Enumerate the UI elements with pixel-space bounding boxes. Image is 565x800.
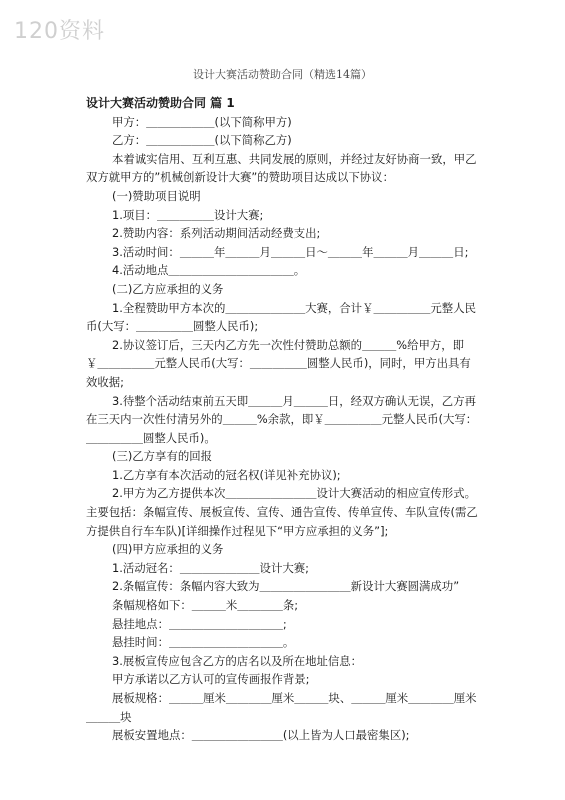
paragraph: 乙方：＿＿＿＿＿＿(以下简称乙方) xyxy=(112,133,292,148)
document-title: 设计大赛活动赞助合同（精选14篇） xyxy=(193,68,372,81)
paragraph: 悬挂地点：＿＿＿＿＿＿＿＿＿＿; xyxy=(112,616,287,631)
paragraph: 本着诚实信用、互利互惠、共同发展的原则，并经过友好协商一致，甲乙双方就甲方的”机械创新设计大赛”的赞助项目达成以下协议： xyxy=(86,151,477,185)
watermark: 120资料 xyxy=(14,19,105,44)
paragraph: 2.条幅宣传：条幅内容大致为＿＿＿＿＿＿＿＿新设计大赛圆满成功” xyxy=(112,579,460,594)
paragraph: 1.乙方享有本次活动的冠名权(详见补充协议); xyxy=(112,467,341,482)
paragraph: 1.全程赞助甲方本次的＿＿＿＿＿＿＿大赛，合计￥＿＿＿＿＿元整人民币(大写：＿＿＿＿＿圆整人民币); xyxy=(86,300,476,334)
document-body xyxy=(86,94,480,745)
paragraph: 条幅规格如下：＿＿＿米＿＿＿＿条; xyxy=(112,598,299,613)
paragraph: 展板规格：＿＿＿厘米＿＿＿＿厘米＿＿＿块、＿＿＿厘米＿＿＿＿厘米＿＿＿块 xyxy=(86,691,477,724)
paragraph: 甲方：＿＿＿＿＿＿(以下简称甲方) xyxy=(112,114,292,129)
paragraph: 2.协议签订后，三天内乙方先一次性付赞助总额的＿＿＿%给甲方，即￥＿＿＿＿＿元整人民币(大写：＿＿＿＿＿圆整人民币)，同时，甲方出具有效收据; xyxy=(86,337,471,389)
paragraph: (四)甲方应承担的义务 xyxy=(112,542,224,557)
paragraph: 4.活动地点＿＿＿＿＿＿＿＿＿＿＿。 xyxy=(112,263,306,278)
paragraph: 2.甲方为乙方提供本次＿＿＿＿＿＿＿＿设计大赛活动的相应宣传形式。主要包括：条幅宣传、展板宣传、宣传、通告宣传、传单宣传、车队宣传(需乙方提供自行车车队)[详细操作过程见下“甲方应承担的义务”]; xyxy=(86,486,478,538)
paragraph: 3.活动时间：＿＿＿年＿＿＿月＿＿＿日～＿＿＿年＿＿＿月＿＿＿日; xyxy=(112,244,469,259)
paragraph: 1.项目：＿＿＿＿＿设计大赛; xyxy=(112,207,264,222)
paragraph-list xyxy=(86,113,480,745)
paragraph: 2.赞助内容：系列活动期间活动经费支出; xyxy=(112,226,321,241)
paragraph: (一)赞助项目说明 xyxy=(112,188,201,203)
paragraph: 甲方承诺以乙方认可的宣传画报作背景; xyxy=(112,672,310,687)
paragraph: (二)乙方应承担的义务 xyxy=(112,281,224,296)
paragraph: (三)乙方享有的回报 xyxy=(112,449,213,464)
section-heading: 设计大赛活动赞助合同 篇 1 xyxy=(86,96,235,110)
paragraph: 悬挂时间：＿＿＿＿＿＿＿＿＿＿。 xyxy=(112,635,295,650)
paragraph: 1.活动冠名：＿＿＿＿＿＿＿设计大赛; xyxy=(112,560,309,575)
paragraph: 展板安置地点：＿＿＿＿＿＿＿＿(以上皆为人口最密集区); xyxy=(112,728,410,743)
paragraph: 3.展板宣传应包含乙方的店名以及所在地址信息： xyxy=(112,653,363,668)
paragraph: 3.待整个活动结束前五天即＿＿＿月＿＿＿日，经双方确认无误，乙方再在三天内一次性付清另外的＿＿＿%余款，即￥＿＿＿＿＿元整人民币(大写：＿＿＿＿＿圆整人民币)。 xyxy=(86,393,478,445)
